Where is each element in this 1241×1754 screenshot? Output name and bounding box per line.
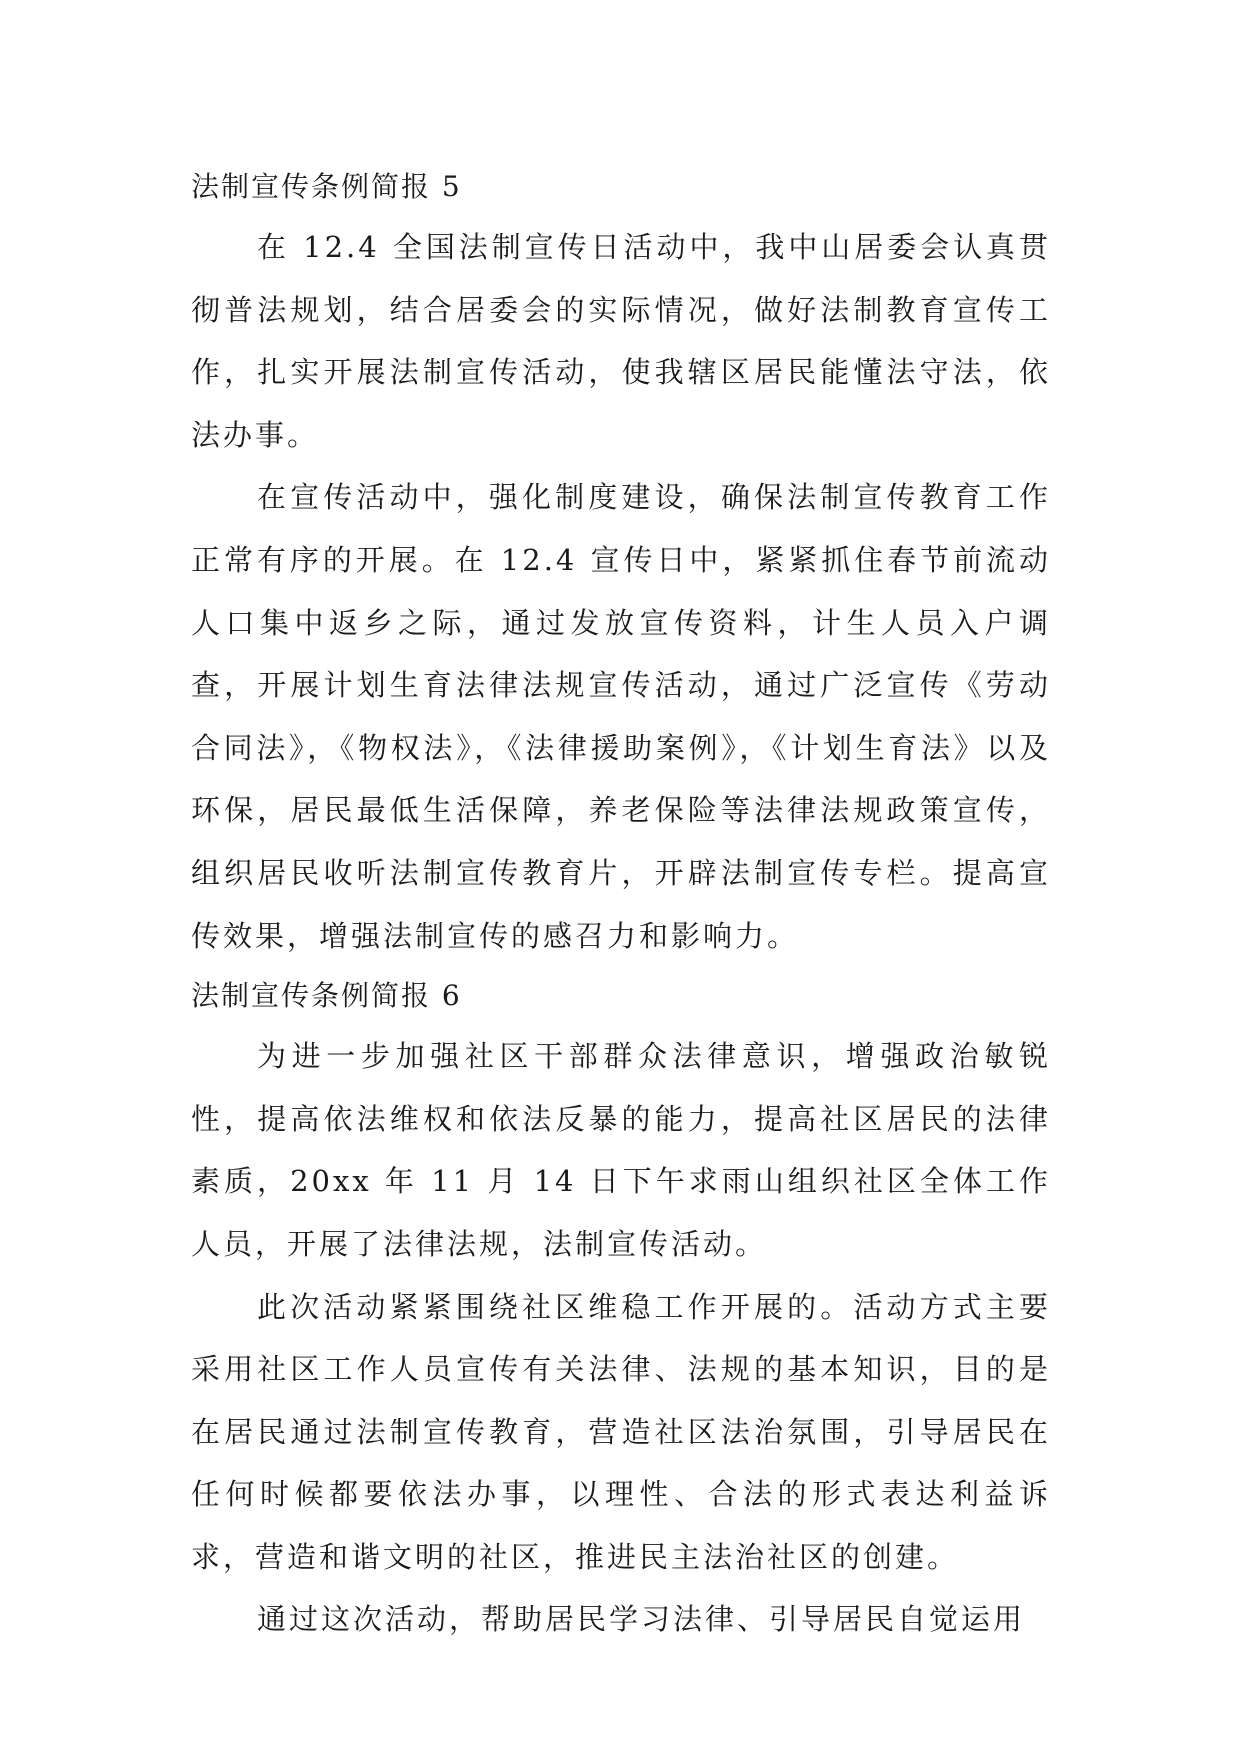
document-body [191,158,1051,1651]
paragraph: 此次活动紧紧围绕社区维稳工作开展的。活动方式主要采用社区工作人员宣传有关法律、法规的基本知识，目的是在居民通过法制宣传教育，营造社区法治氛围，引导居民在任何时候都要依法办事，以理性、合法的形式表达利益诉求，营造和谐文明的社区，推进民主法治社区的创建。 [191,1289,1051,1574]
paragraph: 在 12.4 全国法制宣传日活动中，我中山居委会认真贯彻普法规划，结合居委会的实际情况，做好法制教育宣传工作，扎实开展法制宣传活动，使我辖区居民能懂法守法，依法办事。 [191,230,1051,452]
paragraph: 通过这次活动，帮助居民学习法律、引导居民自觉运用 [257,1602,1026,1637]
paragraph: 为进一步加强社区干部群众法律意识，增强政治敏锐性，提高依法维权和依法反暴的能力，提高社区居民的法律素质，20xx 年 11 月 14 日下午求雨山组织社区全体工作人员，开展了法律法规，法制宣传活动。 [191,1039,1051,1261]
section-heading-6: 法制宣传条例简报 6 [191,979,462,1013]
section-heading-5: 法制宣传条例简报 5 [191,170,462,203]
paragraph: 在宣传活动中，强化制度建设，确保法制宣传教育工作正常有序的开展。在 12.4 宣传日中，紧紧抓住春节前流动人口集中返乡之际，通过发放宣传资料，计生人员入户调查，开展计划生育法律法规宣传活动，通过广泛宣传《劳动合同法》，《物权法》，《法律援助案例》，《计划生育法》以及环保，居民最低生活保障，养老保险等法律法规政策宣传，组织居民收听法制宣传教育片，开辟法制宣传专栏。提高宣传效果，增强法制宣传的感召力和影响力。 [191,480,1051,953]
